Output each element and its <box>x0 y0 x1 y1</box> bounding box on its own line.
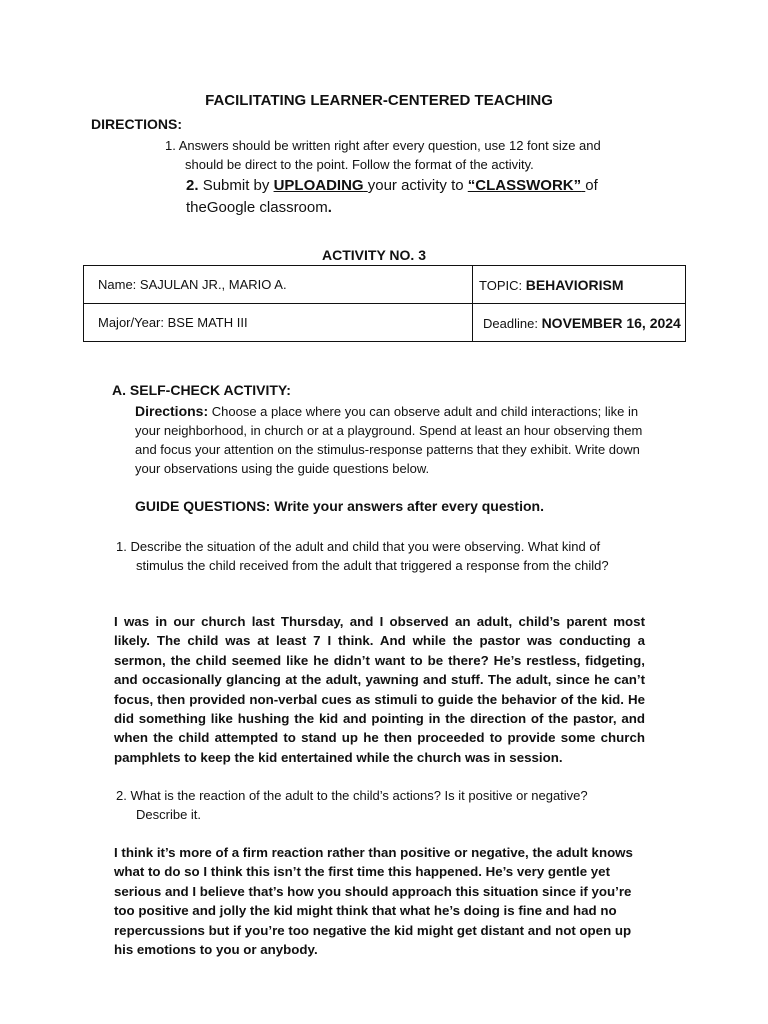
name-label: Name: <box>98 277 137 292</box>
question-1-line-1: 1. Describe the situation of the adult and child that you were observing. What kind of <box>116 539 601 554</box>
topic-value: BEHAVIORISM <box>525 276 624 293</box>
answer-1: I was in our church last Thursday, and I observed an adult, child’s parent most likely. The child was at least 7 I think. And while the pastor was conducting a sermon, the child seemed like he didn’t want to be there? He’s restless, fidgeting, and occasionally glancing at the adult, yawning and stuff. The adult, since he can’t focus, then provided non-verbal cues as stimuli to guide the behavior of the kid. He did something like hushing the kid and pointing in the direction of the pastor, and when the child attempted to stand up he then proceeded to provide some church pamphlets to keep the kid entertained while the church was in session. <box>114 614 645 765</box>
direction-item-2 <box>186 175 616 219</box>
section-a-heading: A. SELF-CHECK ACTIVITY: <box>112 382 291 398</box>
answer-2: I think it’s more of a firm reaction rather than positive or negative, the adult knows what to do so I think this isn’t the first time this happened. He’s very gentle yet serious and I believe that’s how you should approach this situation since if you’re too positive and jolly the kid might think that what he’s doing is fine and had no repercussions but if you’re too negative the kid might get distant and not open up his emotions to you or anybody. <box>114 845 633 958</box>
classwork-emphasis: “CLASSWORK” <box>467 177 582 194</box>
student-info-table <box>83 265 686 342</box>
uploading-emphasis: UPLOADING <box>273 177 364 194</box>
direction-item-2-line-2: theGoogle classroom <box>186 199 328 216</box>
topic-label: TOPIC: <box>479 277 523 293</box>
direction-item-1-line-1: 1. Answers should be written right after every question, use 12 font size and <box>165 138 601 153</box>
directions-heading: DIRECTIONS: <box>91 116 182 132</box>
name-cell <box>84 266 473 304</box>
direction-item-2-submit: Submit by <box>202 177 270 194</box>
activity-number: ACTIVITY NO. 3 <box>322 247 426 263</box>
question-1-rest: stimulus the child received from the adult that triggered a response from the child? <box>136 558 609 573</box>
topic-cell <box>473 266 686 304</box>
direction-item-1-line-2: should be direct to the point. Follow the format of the activity. <box>185 157 534 172</box>
major-cell <box>84 304 473 342</box>
question-2 <box>116 786 646 824</box>
name-value: SAJULAN JR., MARIO A. <box>139 277 287 292</box>
direction-item-1 <box>165 136 645 174</box>
deadline-cell <box>473 304 686 342</box>
major-label: Major/Year: <box>98 315 164 330</box>
section-a-directions-text: Choose a place where you can observe adult and child interactions; like in your neighborhood, in church or at a playground. Spend at least an hour observing them and focus your attention on the stimulus-response patterns that they exhibit. Write down your observations using the guide questions below. <box>135 404 643 476</box>
document-title: FACILITATING LEARNER-CENTERED TEACHING <box>205 92 553 109</box>
table-row <box>84 266 686 304</box>
major-value: BSE MATH III <box>167 315 248 330</box>
section-a-directions-label: Directions: <box>135 403 209 419</box>
direction-item-2-period: . <box>327 199 332 216</box>
question-1 <box>116 537 646 575</box>
guide-questions-heading: GUIDE QUESTIONS: Write your answers after every question. <box>135 498 544 514</box>
deadline-value: NOVEMBER 16, 2024 <box>541 314 681 331</box>
question-2-line-1: 2. What is the reaction of the adult to the child’s actions? Is it positive or negative? <box>116 788 588 803</box>
direction-item-2-number: 2. <box>186 177 199 194</box>
section-a-directions <box>135 402 665 478</box>
question-2-rest: Describe it. <box>136 807 202 822</box>
direction-item-2-your-activity: your activity to <box>367 177 464 194</box>
deadline-label: Deadline: <box>483 315 538 331</box>
table-row <box>84 304 686 342</box>
direction-item-2-of: of <box>585 177 598 194</box>
